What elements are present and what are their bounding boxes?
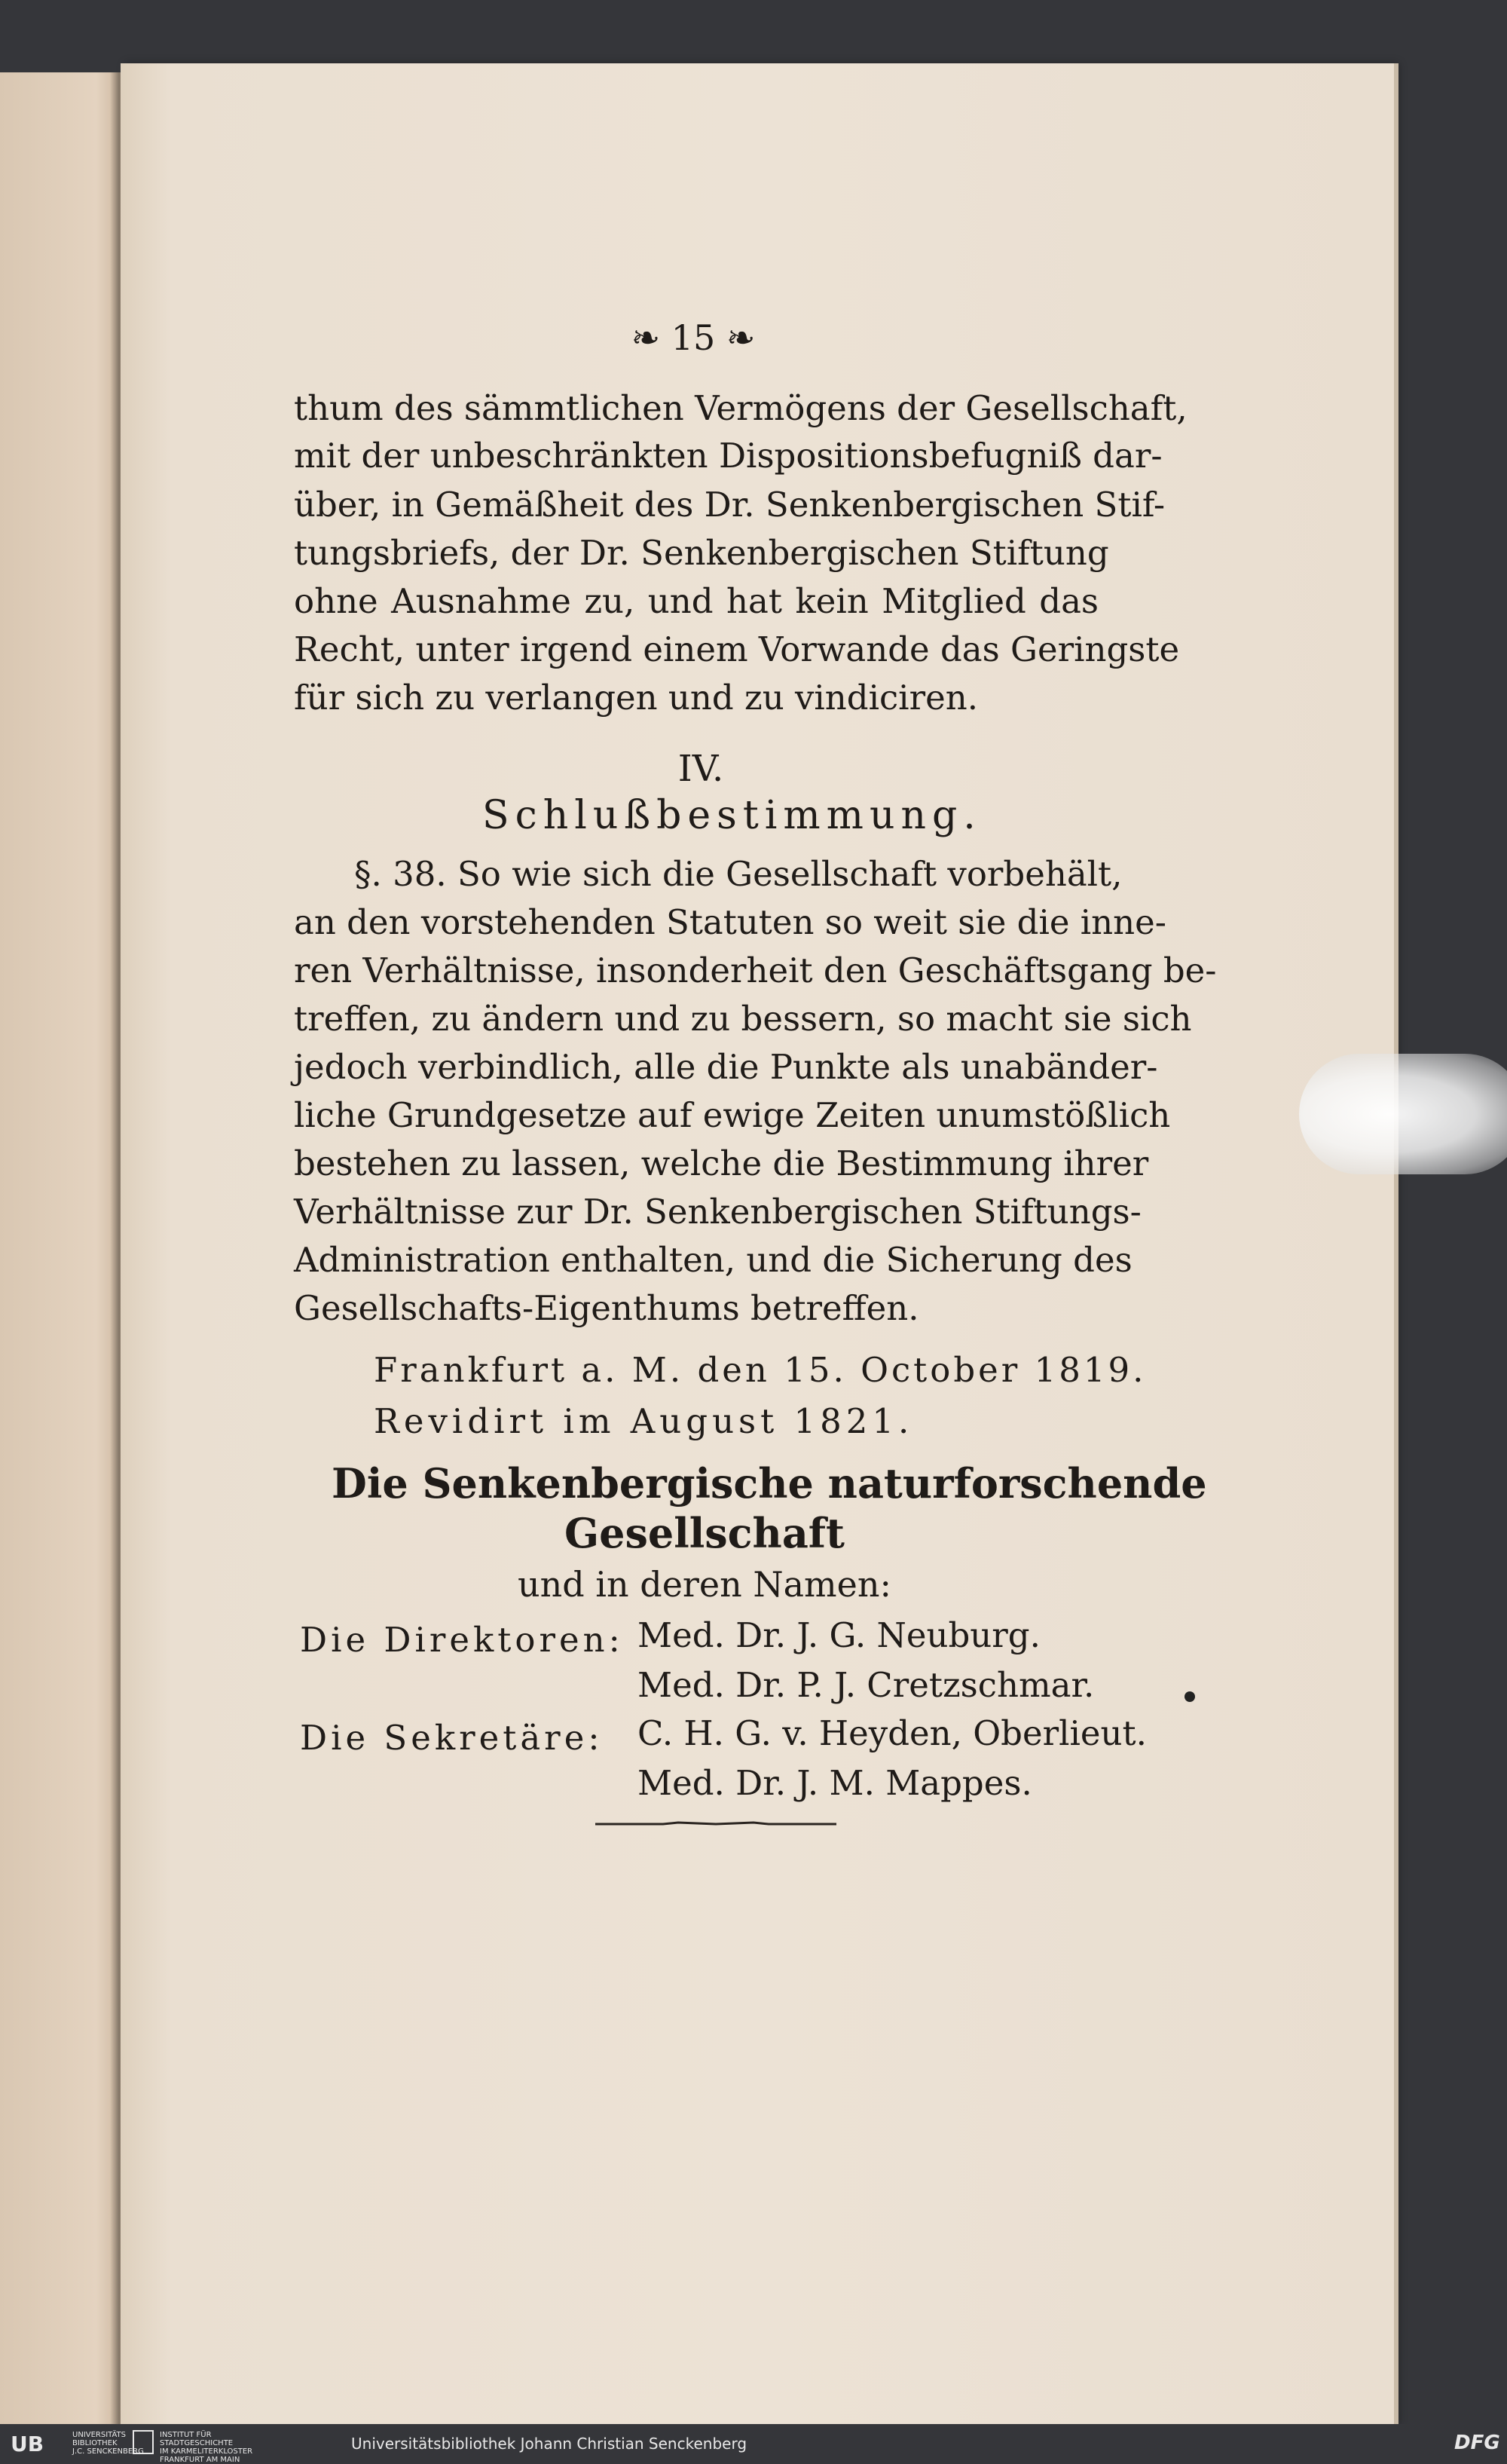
text-line: thum des sämmtlichen Vermögens der Gesellschaft, <box>294 388 1188 428</box>
revised-date: Revidirt im August 1821. <box>374 1401 914 1441</box>
ifs-line-3: IM KARMELITERKLOSTER <box>160 2447 253 2456</box>
secretary-2: Med. Dr. J. M. Mappes. <box>637 1763 1032 1803</box>
institute-logo-icon <box>133 2430 154 2454</box>
ink-dot <box>1185 1691 1195 1702</box>
ub-logo-sub-1: UNIVERSITÄTS <box>72 2431 127 2439</box>
society-name-line-2: Gesellschaft <box>564 1509 845 1557</box>
page-number: ❧ 15 ❧ <box>631 317 756 358</box>
ifs-line-2: STADTGESCHICHTE <box>160 2439 234 2447</box>
text-line: Recht, unter irgend einem Vorwande das Geringste <box>294 629 1180 669</box>
society-name-line-3: und in deren Namen: <box>517 1564 892 1605</box>
text-line: bestehen zu lassen, welche die Bestimmung ihrer <box>294 1143 1149 1183</box>
dfg-logo: DFG <box>1454 2432 1500 2454</box>
text-line: ohne Ausnahme zu, und hat kein Mitglied das <box>294 581 1099 621</box>
text-line: an den vorstehenden Statuten so weit sie die inne- <box>294 902 1166 942</box>
text-line: über, in Gemäßheit des Dr. Senkenbergischen Stif- <box>294 485 1166 525</box>
ub-logo-sub-2: BIBLIOTHEK <box>72 2439 118 2447</box>
ub-logo: UB <box>11 2432 44 2456</box>
text-line: tungsbriefs, der Dr. Senkenbergischen Stiftung <box>294 533 1109 573</box>
director-2: Med. Dr. P. J. Cretzschmar. <box>637 1665 1095 1705</box>
text-line: ren Verhältnisse, insonderheit den Geschäftsgang be- <box>294 950 1217 990</box>
text-line: §. 38. So wie sich die Gesellschaft vorbehält, <box>354 854 1123 894</box>
light-glare <box>1299 1054 1507 1174</box>
section-number: IV. <box>677 748 724 790</box>
ifs-line-1: INSTITUT FÜR <box>160 2431 212 2439</box>
closing-rule <box>595 1821 836 1827</box>
text-line: liche Grundgesetze auf ewige Zeiten unumstößlich <box>294 1095 1171 1135</box>
text-line: Administration enthalten, und die Sicherung des <box>294 1240 1133 1280</box>
secretaries-label: Die Sekretäre: <box>300 1718 604 1758</box>
director-1: Med. Dr. J. G. Neuburg. <box>637 1615 1041 1655</box>
society-name-line-1: Die Senkenbergische naturforschende <box>332 1459 1207 1507</box>
text-line: mit der unbeschränkten Dispositionsbefugniß dar- <box>294 436 1163 476</box>
ub-logo-sub-3: J.C. SENCKENBERG <box>72 2447 144 2456</box>
facing-page-edge <box>0 72 121 2424</box>
secretary-1: C. H. G. v. Heyden, Oberlieut. <box>637 1713 1147 1753</box>
text-line: Verhältnisse zur Dr. Senkenbergischen Stiftungs- <box>294 1192 1142 1232</box>
ifs-line-4: FRANKFURT AM MAIN <box>160 2456 240 2464</box>
institute-logo-text <box>160 2431 252 2464</box>
section-title: Schlußbestimmung. <box>482 793 982 838</box>
footer-bar <box>0 2424 1507 2462</box>
directors-label: Die Direktoren: <box>300 1620 624 1660</box>
text-line: für sich zu verlangen und zu vindiciren. <box>294 678 978 718</box>
text-line: jedoch verbindlich, alle die Punkte als unabänder- <box>294 1047 1158 1087</box>
place-date: Frankfurt a. M. den 15. October 1819. <box>374 1350 1147 1390</box>
library-name: Universitätsbibliothek Johann Christian Senckenberg <box>351 2435 747 2453</box>
page-edge <box>1394 63 1398 2424</box>
text-line: Gesellschafts-Eigenthums betreffen. <box>294 1288 919 1328</box>
text-line: treffen, zu ändern und zu bessern, so macht sie sich <box>294 999 1192 1039</box>
